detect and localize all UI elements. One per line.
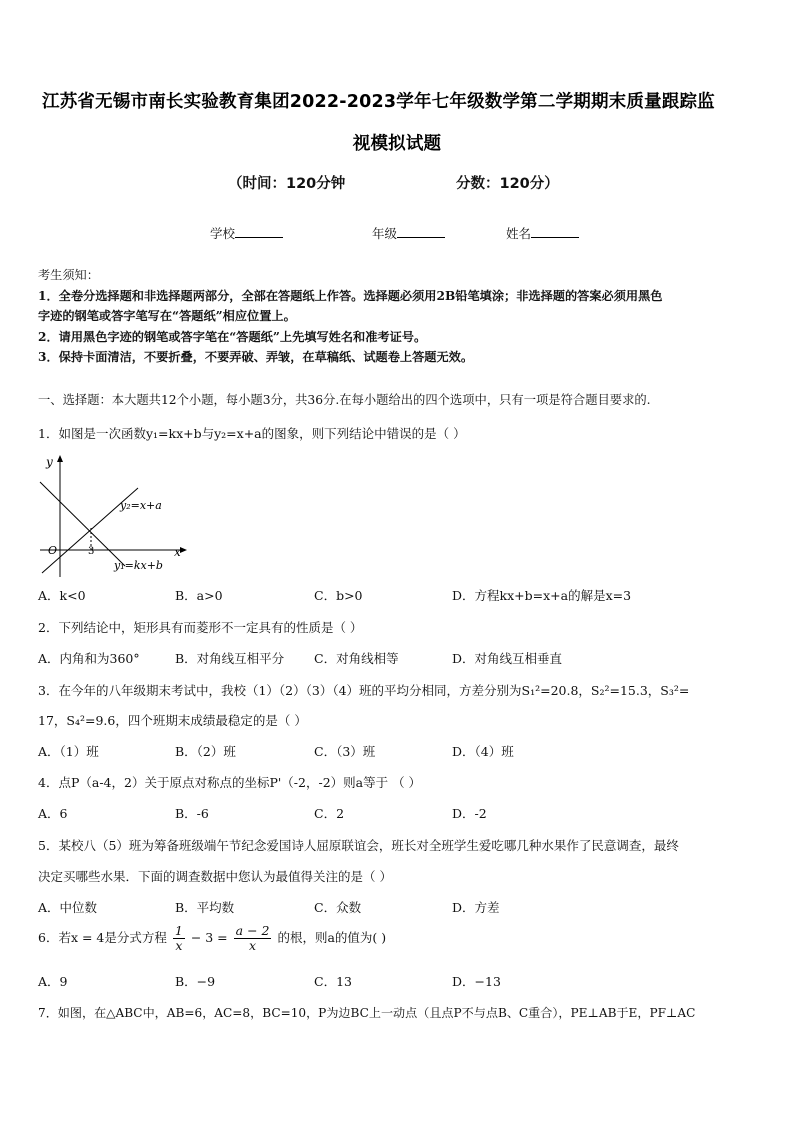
q2-option-a[interactable]: A．内角和为360° (38, 651, 140, 666)
q5-option-d[interactable]: D．方差 (452, 900, 500, 915)
q1-option-d[interactable]: D．方程kx+b=x+a的解是x=3 (452, 588, 632, 603)
school-blank[interactable] (235, 225, 283, 238)
notice-item-1-cont: 字迹的钢笔或答字笔写在“答题纸”相应位置上。 (38, 309, 296, 323)
q6-frac1-num: 1 (174, 923, 183, 938)
q4-option-a[interactable]: A．6 (38, 806, 68, 821)
origin-label: O (48, 544, 58, 557)
q3-option-b[interactable]: B．（2）班 (175, 744, 236, 759)
q1-stem: 1．如图是一次函数y₁=kx+b与y₂=x+a的图象，则下列结论中错误的是（ ） (38, 426, 466, 441)
q6-stem-suffix: 的根，则a的值为( ) (277, 930, 387, 945)
q1-option-b[interactable]: B．a>0 (175, 588, 223, 603)
notice-item-3: 3．保持卡面清洁，不要折叠，不要弄破、弄皱，在草稿纸、试题卷上答题无效。 (38, 350, 474, 364)
grade-field (372, 224, 445, 242)
tick-3-label: 3 (88, 546, 95, 557)
exam-score: 分数：120分） (456, 176, 559, 192)
name-label: 姓名 (506, 226, 532, 241)
q7-stem: 7．如图，在△ABC中，AB=6，AC=8，BC=10，P为边BC上一动点（且点P不与点B、C重合），PE⊥AB于E，PF⊥AC (38, 1006, 696, 1020)
x-axis-arrow (180, 547, 187, 553)
q3-stem-line1: 3．在今年的八年级期末考试中，我校（1）（2）（3）（4）班的平均分相同，方差分别为S₁²=20.8，S₂²=15.3，S₃²= (38, 683, 690, 698)
q4-stem: 4．点P（a-4，2）关于原点对称点的坐标P'（-2，-2）则a等于 （ ） (38, 775, 422, 790)
exam-title-line2: 视模拟试题 (352, 134, 442, 154)
q5-option-c[interactable]: C．众数 (314, 900, 362, 915)
section1-heading: 一、选择题：本大题共12个小题，每小题3分，共36分.在每小题给出的四个选项中，只有一项是符合题目要求的. (38, 393, 651, 407)
school-field (210, 224, 283, 242)
q6-frac2-num: a − 2 (235, 923, 270, 938)
x-axis-label: x (174, 545, 181, 559)
notice-item-2: 2．请用黑色字迹的钢笔或答字笔在“答题纸”上先填写姓名和准考证号。 (38, 330, 427, 344)
q6-fraction-1 (173, 924, 185, 953)
school-label: 学校 (210, 226, 236, 241)
q5-stem-line2: 决定买哪些水果．下面的调查数据中您认为最值得关注的是（ ） (38, 869, 392, 884)
q4-option-c[interactable]: C．2 (314, 806, 345, 821)
notice-heading: 考生须知： (38, 268, 99, 282)
grade-blank[interactable] (397, 225, 445, 238)
y-axis-arrow (57, 455, 63, 462)
q6-minus-3: − 3 = (190, 930, 228, 945)
line-y1-label: y₁=kx+b (114, 559, 163, 572)
q6-frac2-den: x (249, 938, 257, 953)
q3-stem-line2: 17，S₄²=9.6，四个班期末成绩最稳定的是（ ） (38, 713, 307, 728)
q2-option-d[interactable]: D．对角线互相垂直 (452, 651, 563, 666)
q5-option-a[interactable]: A．中位数 (38, 900, 98, 915)
name-field (506, 224, 579, 242)
q1-graph (30, 452, 200, 582)
notice-item-1: 1．全卷分选择题和非选择题两部分，全部在答题纸上作答。选择题必须用2B铅笔填涂；非选择题的答案必须用黑色 (38, 289, 663, 303)
q6-option-a[interactable]: A．9 (38, 974, 68, 989)
q5-stem-line1: 5．某校八（5）班为筹备班级端午节纪念爱国诗人屈原联谊会，班长对全班学生爱吃哪几种水果作了民意调查，最终 (38, 838, 679, 853)
q1-option-a[interactable]: A．k<0 (38, 588, 86, 603)
q2-stem: 2．下列结论中，矩形具有而菱形不一定具有的性质是（ ） (38, 620, 363, 635)
q2-option-b[interactable]: B．对角线互相平分 (175, 651, 285, 666)
q1-option-c[interactable]: C．b>0 (314, 588, 363, 603)
q3-option-d[interactable]: D．（4）班 (452, 744, 514, 759)
q4-option-d[interactable]: D．-2 (452, 806, 487, 821)
q4-option-b[interactable]: B．-6 (175, 806, 209, 821)
y-axis-label: y (46, 455, 53, 469)
q6-option-b[interactable]: B．−9 (175, 974, 216, 989)
q6-fraction-2 (234, 924, 272, 953)
q6-option-d[interactable]: D．−13 (452, 974, 501, 989)
q5-option-b[interactable]: B．平均数 (175, 900, 235, 915)
name-blank[interactable] (531, 225, 579, 238)
grade-label: 年级 (372, 226, 398, 241)
exam-title-line1: 江苏省无锡市南长实验教育集团2022-2023学年七年级数学第二学期期末质量跟踪监 (42, 92, 715, 112)
q6-option-c[interactable]: C．13 (314, 974, 352, 989)
q6-stem-prefix: 6．若x = 4是分式方程 (38, 930, 167, 945)
q3-option-c[interactable]: C．（3）班 (314, 744, 376, 759)
q2-option-c[interactable]: C．对角线相等 (314, 651, 399, 666)
q6-frac1-den: x (175, 938, 183, 953)
exam-time: （时间：120分钟 (228, 176, 346, 192)
q3-option-a[interactable]: A．（1）班 (38, 744, 99, 759)
q6-stem (38, 924, 386, 953)
line-y2-label: y₂=x+a (120, 499, 162, 512)
